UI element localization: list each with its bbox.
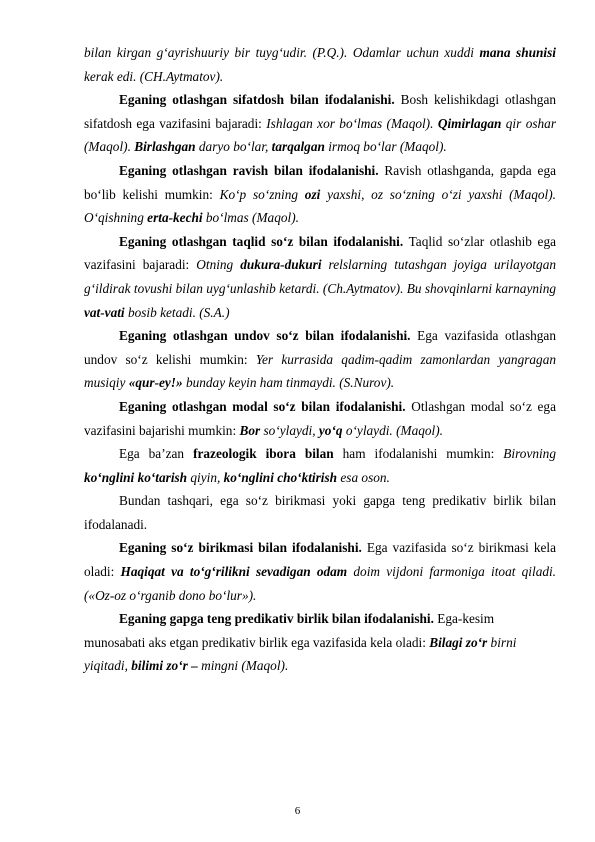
example-text: irmoq bo‘lar (Maqol). — [324, 139, 447, 155]
example-highlight: Bilagi zo‘r — [429, 634, 488, 650]
example-highlight: frazeologik ibora bilan — [193, 446, 334, 462]
example-highlight: ozi — [304, 186, 321, 202]
paragraph-substantivized-participle — [84, 88, 556, 159]
example-highlight: Qimirlagan — [437, 115, 502, 131]
paragraph-predicative-unit — [84, 607, 556, 678]
body-text: Ega vazifasida otlashgan undov so‘z kelishi mumkin: — [84, 328, 556, 367]
example-text: daryo bo‘lar, — [195, 139, 272, 155]
example-text: Birovning — [503, 446, 556, 462]
body-text: ham ifodalanishi mumkin: — [333, 446, 504, 462]
example-text: qir oshar (Maqol). — [84, 115, 556, 155]
example-highlight: dukura-dukuri — [240, 257, 322, 273]
example-highlight: Haqiqat va to‘g‘rilikni sevadigan odam — [120, 564, 348, 580]
example-text: Yer kurrasida qadim-qadim zamonlardan yangragan musiqiy — [84, 351, 556, 391]
example-highlight: «qur-ey!» — [128, 375, 183, 391]
example-text: Ishlagan xor bo‘lmas (Maqol). — [266, 115, 438, 131]
example-highlight: Eganing otlashgan undov so‘z bilan ifodalanishi. — [119, 328, 411, 344]
paragraph-word-combination-intro — [84, 489, 556, 536]
example-text: esa oson. — [337, 469, 390, 485]
example-text: bosib ketadi. (S.A.) — [124, 304, 230, 320]
example-text: relslarning tutashgan joyiga urilayotgan g‘ildirak tovushi bilan uyg‘unlashib ketardi. (Ch.Aytmatov). Bu shovqinlarni karnayning — [84, 257, 556, 296]
body-text: Otlashgan modal so‘z ega vazifasini bajarishi mumkin: — [84, 398, 556, 438]
example-text: yaxshi, oz so‘zning o‘zi yaxshi (Maqol). O‘qishning — [84, 186, 556, 226]
example-text: so‘ylaydi, — [260, 422, 319, 438]
paragraph-substantivized-imitative — [84, 230, 556, 324]
example-text: bunday keyin ham tinmaydi. (S.Nurov). — [182, 375, 395, 391]
paragraph-substantivized-adverb — [84, 159, 556, 230]
example-highlight: Eganing otlashgan ravish bilan ifodalanishi. — [119, 162, 379, 178]
example-text: kerak edi. (CH.Aytmatov). — [84, 68, 224, 84]
example-text: Ko‘p so‘zning — [219, 186, 305, 202]
example-highlight: Eganing so‘z birikmasi bilan ifodalanishi. — [119, 540, 362, 556]
body-text: Taqlid so‘zlar otlashib ega vazifasini bajaradi: — [84, 233, 556, 273]
example-text: mingni (Maqol). — [197, 658, 289, 674]
example-text: doim vijdoni farmoniga itoat qiladi. («Oz-oz o‘rganib dono bo‘lur»). — [84, 564, 557, 603]
paragraph-substantivized-interjection — [84, 324, 556, 395]
paragraph-phraseological — [84, 442, 556, 489]
example-text: qiyin, — [187, 469, 224, 485]
example-highlight: Eganing otlashgan modal so‘z bilan ifodalanishi. — [119, 398, 406, 414]
body-text: Ega ba’zan — [119, 446, 194, 462]
example-highlight: bilimi zo‘r – — [131, 658, 198, 674]
paragraph-substantivized-modal — [84, 395, 556, 442]
example-highlight: mana shunisi — [479, 45, 556, 60]
paragraph-word-combination — [84, 536, 556, 607]
page-number: 6 — [294, 805, 301, 817]
document-body — [84, 41, 556, 678]
example-text: bo‘lmas (Maqol). — [202, 210, 299, 226]
body-text: Ravish otlashganda, gapda ega bo‘lib kelishi mumkin: — [84, 162, 556, 202]
example-highlight: ko‘nglini ko‘tarish — [84, 469, 188, 485]
example-text: o‘ylaydi. (Maqol). — [342, 422, 443, 438]
example-text: birni yiqitadi, — [84, 634, 517, 674]
body-text: Bundan tashqari, ega so‘z birikmasi yoki gapga teng predikativ birlik bilan ifodalanadi. — [84, 493, 556, 532]
example-highlight: erta-kechi — [147, 210, 203, 226]
example-highlight: vat-vati — [84, 304, 125, 320]
body-text: Ega-kesim munosabati aks etgan predikativ birlik ega vazifasida kela oladi: — [84, 611, 495, 650]
example-highlight: ko‘nglini cho‘ktirish — [223, 469, 338, 485]
example-highlight: Eganing otlashgan sifatdosh bilan ifodalanishi. — [119, 92, 395, 108]
paragraph-continuation — [84, 41, 556, 88]
example-highlight: Eganing otlashgan taqlid so‘z bilan ifodalanishi. — [119, 233, 404, 249]
example-highlight: Eganing gapga teng predikativ birlik bilan ifodalanishi. — [119, 611, 434, 627]
body-text: Ega vazifasida so‘z birikmasi kela oladi: — [84, 540, 556, 580]
body-text: Bosh kelishikdagi otlashgan sifatdosh ega vazifasini bajaradi: — [84, 92, 556, 131]
example-highlight: yo‘q — [318, 422, 343, 438]
example-text: Otning — [196, 257, 241, 273]
example-text: bilan kirgan g‘ayrishuuriy bir tuyg‘udir. (P.Q.). Odamlar uchun xuddi — [84, 45, 480, 60]
example-highlight: Birlashgan — [134, 139, 196, 155]
example-highlight: tarqalgan — [271, 139, 325, 155]
example-highlight: Bor — [239, 422, 261, 438]
